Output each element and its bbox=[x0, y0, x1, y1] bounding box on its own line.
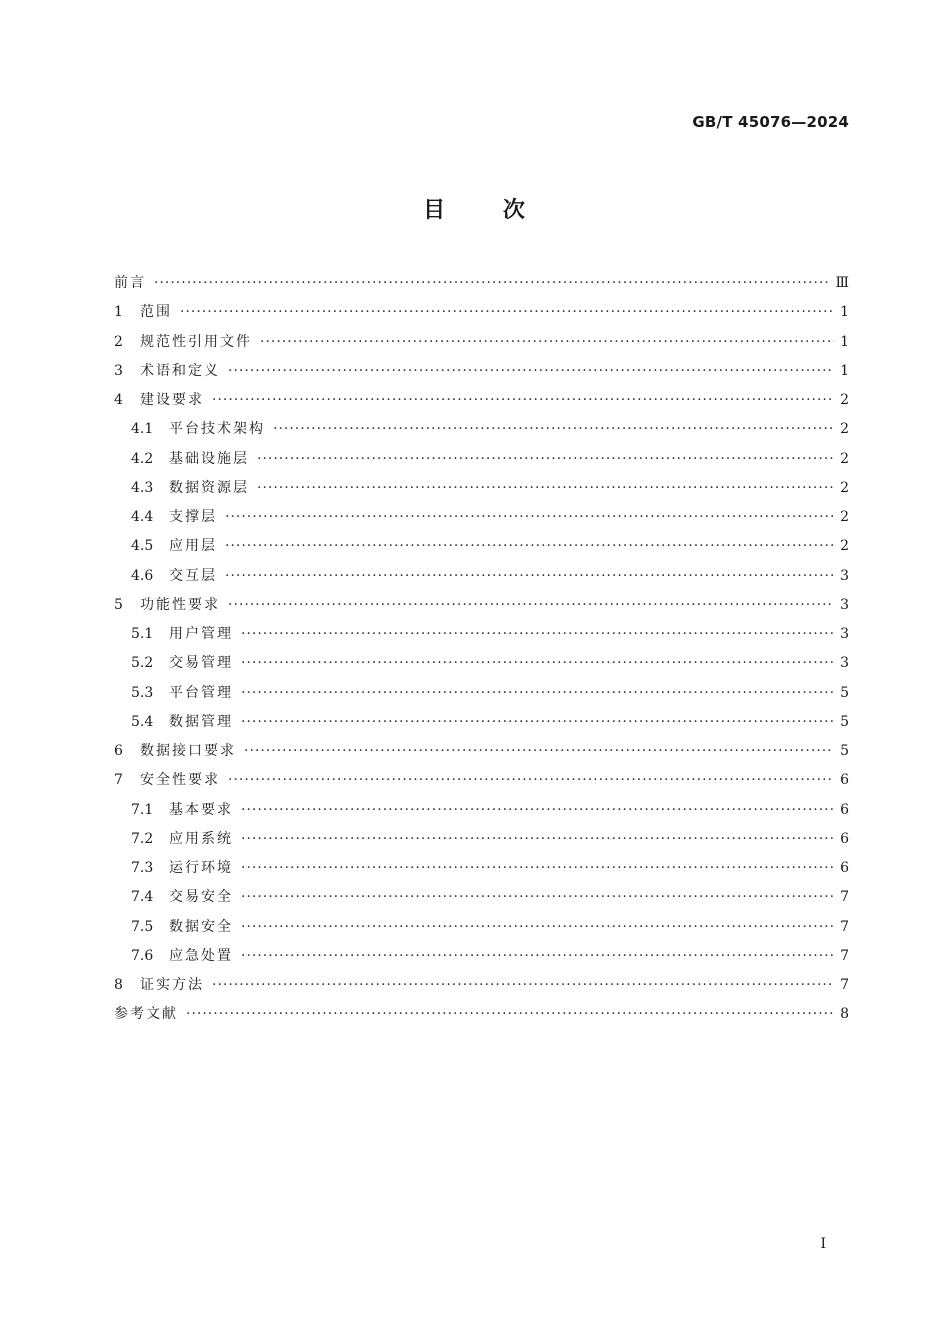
toc-leader-dots bbox=[257, 474, 834, 503]
toc-entry-label: 参考文献 bbox=[114, 1006, 178, 1023]
toc-entry-page: 5 bbox=[840, 684, 849, 701]
toc-entry-number: 2 bbox=[114, 333, 123, 350]
toc-leader-dots bbox=[180, 298, 834, 327]
toc-entry-label: 应急处置 bbox=[169, 947, 233, 964]
toc-entry-number: 7.3 bbox=[131, 860, 154, 877]
toc-entry-number: 4.6 bbox=[131, 567, 154, 584]
toc-entry[interactable] bbox=[114, 620, 849, 649]
toc-entry-page: 3 bbox=[840, 596, 849, 613]
toc-entry[interactable] bbox=[114, 854, 849, 883]
toc-entry-number: 4.3 bbox=[131, 479, 154, 496]
toc-entry-label: 规范性引用文件 bbox=[140, 333, 252, 350]
toc-entry-number: 5.2 bbox=[131, 655, 154, 672]
toc-entry[interactable] bbox=[114, 649, 849, 678]
toc-entry-page: 7 bbox=[840, 918, 849, 935]
toc-entry-page: 7 bbox=[840, 977, 849, 994]
toc-entry-page: 2 bbox=[840, 509, 849, 526]
toc-entry-page: 6 bbox=[840, 801, 849, 818]
toc-entry-number: 4 bbox=[114, 392, 123, 409]
toc-entry-label: 基础设施层 bbox=[169, 450, 249, 467]
toc-entry[interactable] bbox=[114, 1000, 849, 1029]
toc-entry-page: 3 bbox=[840, 626, 849, 643]
toc-entry[interactable] bbox=[114, 562, 849, 591]
toc-leader-dots bbox=[212, 386, 834, 415]
toc-entry[interactable] bbox=[114, 298, 849, 327]
page-title: 目 次 bbox=[423, 198, 527, 223]
toc-entry-page: 1 bbox=[840, 304, 849, 321]
toc-entry-label: 交互层 bbox=[169, 567, 217, 584]
toc-entry-label: 交易安全 bbox=[169, 889, 233, 906]
toc-entry-page: 7 bbox=[840, 889, 849, 906]
toc-entry-label: 功能性要求 bbox=[140, 596, 220, 613]
toc-entry[interactable] bbox=[114, 474, 849, 503]
toc-entry-page: 2 bbox=[840, 538, 849, 555]
toc-entry-page: 2 bbox=[840, 479, 849, 496]
toc-leader-dots bbox=[225, 503, 834, 532]
toc-entry[interactable] bbox=[114, 269, 849, 298]
toc-leader-dots bbox=[225, 562, 834, 591]
toc-entry-page: 1 bbox=[840, 333, 849, 350]
toc-entry[interactable] bbox=[114, 532, 849, 561]
toc-entry-number: 7.4 bbox=[131, 889, 154, 906]
toc-entry-number: 4.5 bbox=[131, 538, 154, 555]
toc-entry-label: 数据安全 bbox=[169, 918, 233, 935]
toc-entry-label: 数据资源层 bbox=[169, 479, 249, 496]
toc-entry-page: 2 bbox=[840, 421, 849, 438]
toc-leader-dots bbox=[241, 942, 834, 971]
toc-leader-dots bbox=[228, 766, 834, 795]
toc-entry-number: 7.1 bbox=[131, 801, 154, 818]
toc-leader-dots bbox=[241, 708, 834, 737]
toc-entry-number: 7.5 bbox=[131, 918, 154, 935]
toc-entry-page: 2 bbox=[840, 392, 849, 409]
toc-entry[interactable] bbox=[114, 825, 849, 854]
toc-entry-number: 1 bbox=[114, 304, 123, 321]
toc-entry-label: 证实方法 bbox=[140, 977, 204, 994]
toc-entry[interactable] bbox=[114, 328, 849, 357]
toc-entry-label: 建设要求 bbox=[140, 392, 204, 409]
toc-entry[interactable] bbox=[114, 357, 849, 386]
toc-leader-dots bbox=[257, 445, 834, 474]
toc-leader-dots bbox=[241, 649, 834, 678]
toc-entry[interactable] bbox=[114, 415, 849, 444]
toc-leader-dots bbox=[260, 328, 834, 357]
toc-entry-number: 7.2 bbox=[131, 830, 154, 847]
toc-entry-label: 术语和定义 bbox=[140, 362, 220, 379]
toc-entry-label: 数据接口要求 bbox=[140, 743, 236, 760]
toc-entry-number: 5.4 bbox=[131, 713, 154, 730]
toc-entry-label: 运行环境 bbox=[169, 860, 233, 877]
toc-entry-page: 5 bbox=[840, 743, 849, 760]
toc-entry-number: 3 bbox=[114, 362, 123, 379]
toc-entry-number: 4.4 bbox=[131, 509, 154, 526]
toc-leader-dots bbox=[228, 591, 834, 620]
toc-entry-page: 7 bbox=[840, 947, 849, 964]
toc-leader-dots bbox=[186, 1000, 834, 1029]
toc-entry-number: 7.6 bbox=[131, 947, 154, 964]
toc-entry-number: 5.1 bbox=[131, 626, 154, 643]
toc-entry[interactable] bbox=[114, 679, 849, 708]
toc-entry-page: 6 bbox=[840, 830, 849, 847]
toc-entry-label: 应用系统 bbox=[169, 830, 233, 847]
toc-entry[interactable] bbox=[114, 737, 849, 766]
toc-leader-dots bbox=[273, 415, 834, 444]
toc-entry[interactable] bbox=[114, 796, 849, 825]
toc-leader-dots bbox=[228, 357, 834, 386]
toc-entry-label: 支撑层 bbox=[169, 509, 217, 526]
toc-entry-label: 交易管理 bbox=[169, 655, 233, 672]
page-number: I bbox=[820, 1236, 826, 1252]
toc-entry-number: 4.1 bbox=[131, 421, 154, 438]
toc-entry-label: 数据管理 bbox=[169, 713, 233, 730]
toc-entry-page: 3 bbox=[840, 567, 849, 584]
toc-leader-dots bbox=[212, 971, 834, 1000]
toc-entry-label: 平台技术架构 bbox=[169, 421, 265, 438]
toc-leader-dots bbox=[241, 854, 834, 883]
toc-entry[interactable] bbox=[114, 503, 849, 532]
toc-entry[interactable] bbox=[114, 708, 849, 737]
toc-entry-page: Ⅲ bbox=[835, 275, 849, 292]
toc-entry-page: 6 bbox=[840, 860, 849, 877]
toc-entry-label: 范围 bbox=[140, 304, 172, 321]
toc-entry-label: 用户管理 bbox=[169, 626, 233, 643]
toc-entry[interactable] bbox=[114, 971, 849, 1000]
toc-entry-label: 基本要求 bbox=[169, 801, 233, 818]
toc-entry[interactable] bbox=[114, 942, 849, 971]
toc-leader-dots bbox=[241, 620, 834, 649]
toc-entry-page: 1 bbox=[840, 362, 849, 379]
table-of-contents bbox=[114, 269, 849, 1030]
toc-entry-number: 8 bbox=[114, 977, 123, 994]
toc-entry-label: 前言 bbox=[114, 275, 146, 292]
toc-leader-dots bbox=[241, 913, 834, 942]
toc-leader-dots bbox=[241, 883, 834, 912]
toc-leader-dots bbox=[241, 796, 834, 825]
toc-entry[interactable] bbox=[114, 386, 849, 415]
toc-leader-dots bbox=[241, 825, 834, 854]
toc-entry-page: 6 bbox=[840, 772, 849, 789]
toc-leader-dots bbox=[241, 679, 834, 708]
toc-entry-number: 5 bbox=[114, 596, 123, 613]
toc-entry-label: 安全性要求 bbox=[140, 772, 220, 789]
toc-entry-page: 3 bbox=[840, 655, 849, 672]
toc-entry-page: 5 bbox=[840, 713, 849, 730]
toc-entry[interactable] bbox=[114, 883, 849, 912]
toc-leader-dots bbox=[244, 737, 834, 766]
standard-code: GB/T 45076—2024 bbox=[692, 113, 849, 131]
toc-entry-number: 6 bbox=[114, 743, 123, 760]
toc-entry-label: 平台管理 bbox=[169, 684, 233, 701]
toc-entry-number: 5.3 bbox=[131, 684, 154, 701]
toc-leader-dots bbox=[225, 532, 834, 561]
toc-leader-dots bbox=[154, 269, 829, 298]
toc-entry-number: 7 bbox=[114, 772, 123, 789]
toc-entry-page: 8 bbox=[840, 1006, 849, 1023]
toc-entry[interactable] bbox=[114, 445, 849, 474]
toc-entry[interactable] bbox=[114, 913, 849, 942]
toc-entry-number: 4.2 bbox=[131, 450, 154, 467]
toc-entry-label: 应用层 bbox=[169, 538, 217, 555]
toc-entry[interactable] bbox=[114, 591, 849, 620]
toc-entry-page: 2 bbox=[840, 450, 849, 467]
toc-entry[interactable] bbox=[114, 766, 849, 795]
